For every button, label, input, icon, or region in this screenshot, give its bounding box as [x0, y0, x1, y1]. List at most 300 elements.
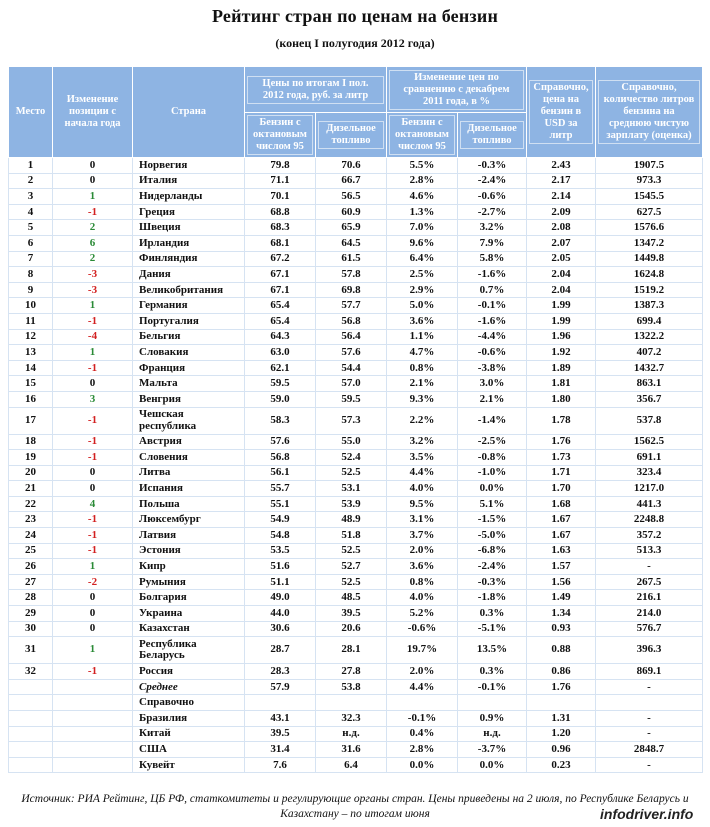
- cell-diesel-change: -5.1%: [458, 621, 527, 637]
- cell-usd-price: 1.70: [527, 481, 596, 497]
- table-row: [9, 376, 703, 392]
- cell-place: [9, 726, 53, 742]
- cell-usd-price: 1.80: [527, 391, 596, 407]
- cell-diesel-change: -6.8%: [458, 543, 527, 559]
- cell-position-change: 0: [53, 376, 133, 392]
- cell-gas95-change: 0.4%: [387, 726, 458, 742]
- cell-diesel-price: 48.5: [316, 590, 387, 606]
- cell-liters: 869.1: [596, 664, 703, 680]
- cell-position-change: -1: [53, 664, 133, 680]
- header-gas95-change-label: Бензин с октановым числом 95: [389, 115, 455, 155]
- cell-country: Среднее: [133, 679, 245, 695]
- cell-diesel-price: 70.6: [316, 158, 387, 174]
- cell-usd-price: 0.96: [527, 742, 596, 758]
- table-row: [9, 726, 703, 742]
- cell-usd-price: 2.09: [527, 204, 596, 220]
- cell-place: 14: [9, 360, 53, 376]
- table-row: [9, 711, 703, 727]
- cell-gas95-change: 5.0%: [387, 298, 458, 314]
- cell-position-change: 0: [53, 621, 133, 637]
- cell-liters: 216.1: [596, 590, 703, 606]
- cell-liters: -: [596, 711, 703, 727]
- cell-place: 19: [9, 450, 53, 466]
- table-row: [9, 235, 703, 251]
- cell-country: Словения: [133, 450, 245, 466]
- header-diesel-change-label: Дизельное топливо: [460, 121, 524, 149]
- cell-liters: 1387.3: [596, 298, 703, 314]
- table-row: [9, 204, 703, 220]
- cell-gas95-change: 2.1%: [387, 376, 458, 392]
- cell-diesel-price: 31.6: [316, 742, 387, 758]
- table-row: [9, 313, 703, 329]
- cell-gas95-change: [387, 695, 458, 711]
- cell-liters: 513.3: [596, 543, 703, 559]
- cell-country: Бельгия: [133, 329, 245, 345]
- cell-diesel-change: -2.7%: [458, 204, 527, 220]
- cell-place: 11: [9, 313, 53, 329]
- cell-diesel-change: 5.8%: [458, 251, 527, 267]
- cell-usd-price: 2.17: [527, 173, 596, 189]
- cell-diesel-change: -0.8%: [458, 450, 527, 466]
- cell-gas95-price: 68.1: [245, 235, 316, 251]
- cell-liters: 1624.8: [596, 267, 703, 283]
- table-row: [9, 574, 703, 590]
- cell-position-change: 1: [53, 637, 133, 664]
- cell-diesel-change: 0.3%: [458, 606, 527, 622]
- cell-diesel-change: н.д.: [458, 726, 527, 742]
- cell-country: Чешская республика: [133, 407, 245, 434]
- cell-gas95-price: 49.0: [245, 590, 316, 606]
- cell-diesel-price: 65.9: [316, 220, 387, 236]
- header-diesel-change: [458, 113, 527, 158]
- cell-liters: [596, 695, 703, 711]
- cell-diesel-price: 69.8: [316, 282, 387, 298]
- cell-gas95-price: 64.3: [245, 329, 316, 345]
- table-row: [9, 189, 703, 205]
- cell-diesel-change: -1.6%: [458, 267, 527, 283]
- cell-gas95-price: 67.2: [245, 251, 316, 267]
- cell-diesel-price: 54.4: [316, 360, 387, 376]
- cell-country: Австрия: [133, 434, 245, 450]
- cell-usd-price: 1.78: [527, 407, 596, 434]
- cell-country: Украина: [133, 606, 245, 622]
- cell-gas95-price: 65.4: [245, 313, 316, 329]
- cell-place: 28: [9, 590, 53, 606]
- header-diesel-label: Дизельное топливо: [318, 121, 384, 149]
- cell-place: 30: [9, 621, 53, 637]
- cell-gas95-price: 44.0: [245, 606, 316, 622]
- cell-liters: -: [596, 726, 703, 742]
- cell-usd-price: 1.34: [527, 606, 596, 622]
- cell-place: 12: [9, 329, 53, 345]
- table-row: [9, 282, 703, 298]
- cell-usd-price: 1.76: [527, 434, 596, 450]
- cell-usd-price: 0.23: [527, 757, 596, 773]
- cell-diesel-change: -3.8%: [458, 360, 527, 376]
- header-change-group: [387, 67, 527, 113]
- cell-diesel-change: 7.9%: [458, 235, 527, 251]
- cell-liters: 1432.7: [596, 360, 703, 376]
- cell-diesel-price: 56.5: [316, 189, 387, 205]
- cell-liters: 356.7: [596, 391, 703, 407]
- cell-liters: 627.5: [596, 204, 703, 220]
- cell-gas95-price: 39.5: [245, 726, 316, 742]
- cell-diesel-price: 57.0: [316, 376, 387, 392]
- cell-gas95-price: 59.5: [245, 376, 316, 392]
- cell-country: Португалия: [133, 313, 245, 329]
- cell-place: 5: [9, 220, 53, 236]
- cell-place: 17: [9, 407, 53, 434]
- cell-gas95-price: 51.1: [245, 574, 316, 590]
- header-prices-group: [245, 67, 387, 113]
- table-row: [9, 637, 703, 664]
- table-row: [9, 543, 703, 559]
- cell-diesel-change: -1.4%: [458, 407, 527, 434]
- cell-liters: -: [596, 559, 703, 575]
- cell-gas95-change: 3.5%: [387, 450, 458, 466]
- cell-diesel-price: 20.6: [316, 621, 387, 637]
- cell-place: 1: [9, 158, 53, 174]
- cell-place: 16: [9, 391, 53, 407]
- cell-gas95-price: [245, 695, 316, 711]
- cell-diesel-price: 48.9: [316, 512, 387, 528]
- cell-gas95-change: 0.8%: [387, 574, 458, 590]
- table-row: [9, 481, 703, 497]
- table-row: [9, 512, 703, 528]
- cell-diesel-price: 52.5: [316, 465, 387, 481]
- cell-gas95-price: 58.3: [245, 407, 316, 434]
- cell-position-change: 3: [53, 391, 133, 407]
- cell-country: Греция: [133, 204, 245, 220]
- cell-liters: 396.3: [596, 637, 703, 664]
- table-row: [9, 434, 703, 450]
- cell-usd-price: 2.04: [527, 282, 596, 298]
- table-row: [9, 450, 703, 466]
- table-row: [9, 407, 703, 434]
- cell-liters: 1217.0: [596, 481, 703, 497]
- cell-gas95-change: 3.7%: [387, 528, 458, 544]
- cell-usd-price: 2.14: [527, 189, 596, 205]
- header-usd-price: [527, 67, 596, 158]
- cell-diesel-change: -1.0%: [458, 465, 527, 481]
- cell-usd-price: 1.81: [527, 376, 596, 392]
- cell-usd-price: 1.76: [527, 679, 596, 695]
- watermark: infodriver.info: [600, 806, 694, 822]
- cell-gas95-price: 7.6: [245, 757, 316, 773]
- header-diesel: [316, 113, 387, 158]
- table-row: [9, 664, 703, 680]
- cell-place: [9, 742, 53, 758]
- cell-gas95-change: 3.6%: [387, 313, 458, 329]
- header-gas95-change: [387, 113, 458, 158]
- cell-usd-price: 0.86: [527, 664, 596, 680]
- cell-diesel-price: 53.1: [316, 481, 387, 497]
- cell-liters: 2248.8: [596, 512, 703, 528]
- cell-position-change: -1: [53, 450, 133, 466]
- cell-diesel-change: -0.3%: [458, 574, 527, 590]
- cell-usd-price: 2.07: [527, 235, 596, 251]
- cell-diesel-change: -0.6%: [458, 189, 527, 205]
- cell-diesel-change: -0.1%: [458, 679, 527, 695]
- cell-diesel-price: 57.7: [316, 298, 387, 314]
- cell-diesel-price: 60.9: [316, 204, 387, 220]
- cell-diesel-change: 13.5%: [458, 637, 527, 664]
- cell-usd-price: 1.89: [527, 360, 596, 376]
- cell-gas95-price: 68.3: [245, 220, 316, 236]
- cell-liters: 267.5: [596, 574, 703, 590]
- cell-place: 27: [9, 574, 53, 590]
- cell-usd-price: 1.20: [527, 726, 596, 742]
- cell-diesel-price: 59.5: [316, 391, 387, 407]
- cell-gas95-change: 9.3%: [387, 391, 458, 407]
- fuel-price-table: [8, 66, 703, 773]
- cell-diesel-change: -4.4%: [458, 329, 527, 345]
- cell-country: Ирландия: [133, 235, 245, 251]
- cell-place: 23: [9, 512, 53, 528]
- table-row: [9, 329, 703, 345]
- cell-country: Эстония: [133, 543, 245, 559]
- cell-diesel-change: -3.7%: [458, 742, 527, 758]
- cell-liters: 1449.8: [596, 251, 703, 267]
- cell-country: Германия: [133, 298, 245, 314]
- cell-liters: 1545.5: [596, 189, 703, 205]
- header-gas95: [245, 113, 316, 158]
- cell-liters: -: [596, 679, 703, 695]
- cell-country: Норвегия: [133, 158, 245, 174]
- cell-gas95-price: 43.1: [245, 711, 316, 727]
- table-row: [9, 267, 703, 283]
- cell-country: Польша: [133, 496, 245, 512]
- cell-diesel-price: 51.8: [316, 528, 387, 544]
- cell-diesel-price: 61.5: [316, 251, 387, 267]
- header-gas95-label: Бензин с октановым числом 95: [247, 115, 313, 155]
- cell-liters: 863.1: [596, 376, 703, 392]
- cell-diesel-change: -1.5%: [458, 512, 527, 528]
- cell-gas95-price: 67.1: [245, 267, 316, 283]
- cell-gas95-change: 5.2%: [387, 606, 458, 622]
- cell-liters: 691.1: [596, 450, 703, 466]
- cell-position-change: [53, 695, 133, 711]
- cell-position-change: 0: [53, 590, 133, 606]
- table-row: [9, 220, 703, 236]
- cell-diesel-price: 57.3: [316, 407, 387, 434]
- table-row: [9, 621, 703, 637]
- cell-gas95-change: 2.0%: [387, 543, 458, 559]
- cell-gas95-price: 55.7: [245, 481, 316, 497]
- cell-diesel-price: 52.5: [316, 543, 387, 559]
- cell-usd-price: 1.71: [527, 465, 596, 481]
- cell-place: 26: [9, 559, 53, 575]
- cell-gas95-change: -0.1%: [387, 711, 458, 727]
- page-subtitle: (конец I полугодия 2012 года): [275, 36, 435, 50]
- cell-gas95-price: 30.6: [245, 621, 316, 637]
- cell-country: Болгария: [133, 590, 245, 606]
- cell-diesel-change: 5.1%: [458, 496, 527, 512]
- cell-place: 31: [9, 637, 53, 664]
- cell-diesel-price: [316, 695, 387, 711]
- cell-liters: 1519.2: [596, 282, 703, 298]
- cell-gas95-change: 9.6%: [387, 235, 458, 251]
- cell-position-change: -1: [53, 313, 133, 329]
- cell-place: 4: [9, 204, 53, 220]
- cell-gas95-change: 1.1%: [387, 329, 458, 345]
- cell-position-change: -1: [53, 434, 133, 450]
- table-row: [9, 757, 703, 773]
- cell-diesel-price: 27.8: [316, 664, 387, 680]
- cell-country: Дания: [133, 267, 245, 283]
- cell-country: Литва: [133, 465, 245, 481]
- cell-country: Нидерланды: [133, 189, 245, 205]
- cell-gas95-change: 1.3%: [387, 204, 458, 220]
- cell-gas95-price: 57.6: [245, 434, 316, 450]
- cell-diesel-change: -0.3%: [458, 158, 527, 174]
- cell-diesel-change: -1.6%: [458, 313, 527, 329]
- table-row: [9, 606, 703, 622]
- cell-gas95-price: 51.6: [245, 559, 316, 575]
- cell-usd-price: 1.96: [527, 329, 596, 345]
- cell-place: 25: [9, 543, 53, 559]
- cell-diesel-change: 3.2%: [458, 220, 527, 236]
- cell-liters: 441.3: [596, 496, 703, 512]
- cell-place: 10: [9, 298, 53, 314]
- cell-usd-price: 1.73: [527, 450, 596, 466]
- cell-diesel-change: 0.0%: [458, 481, 527, 497]
- table-row: [9, 298, 703, 314]
- cell-place: 7: [9, 251, 53, 267]
- cell-country: США: [133, 742, 245, 758]
- cell-position-change: -1: [53, 204, 133, 220]
- cell-position-change: -1: [53, 543, 133, 559]
- cell-gas95-change: 2.8%: [387, 742, 458, 758]
- table-row: [9, 590, 703, 606]
- cell-gas95-price: 56.1: [245, 465, 316, 481]
- table-body: [9, 158, 703, 773]
- cell-usd-price: 1.99: [527, 298, 596, 314]
- cell-liters: 2848.7: [596, 742, 703, 758]
- header-prices-group-label: Цены по итогам I пол. 2012 года, руб. за литр: [247, 76, 384, 104]
- cell-gas95-change: 4.0%: [387, 481, 458, 497]
- cell-gas95-change: 4.6%: [387, 189, 458, 205]
- cell-country: Венгрия: [133, 391, 245, 407]
- cell-usd-price: 2.08: [527, 220, 596, 236]
- cell-diesel-change: 0.0%: [458, 757, 527, 773]
- table-row: [9, 360, 703, 376]
- cell-usd-price: 2.05: [527, 251, 596, 267]
- cell-position-change: 0: [53, 158, 133, 174]
- cell-place: 6: [9, 235, 53, 251]
- cell-country: Казахстан: [133, 621, 245, 637]
- cell-country: Бразилия: [133, 711, 245, 727]
- cell-diesel-price: 57.6: [316, 345, 387, 361]
- cell-usd-price: 1.57: [527, 559, 596, 575]
- cell-position-change: 1: [53, 345, 133, 361]
- cell-gas95-price: 59.0: [245, 391, 316, 407]
- cell-gas95-change: 0.8%: [387, 360, 458, 376]
- cell-gas95-price: 31.4: [245, 742, 316, 758]
- cell-liters: -: [596, 757, 703, 773]
- cell-diesel-price: 53.8: [316, 679, 387, 695]
- cell-gas95-price: 62.1: [245, 360, 316, 376]
- cell-place: 20: [9, 465, 53, 481]
- cell-position-change: [53, 742, 133, 758]
- cell-diesel-change: -2.4%: [458, 173, 527, 189]
- cell-diesel-price: 39.5: [316, 606, 387, 622]
- cell-place: 3: [9, 189, 53, 205]
- cell-usd-price: 1.99: [527, 313, 596, 329]
- cell-gas95-change: 2.0%: [387, 664, 458, 680]
- cell-diesel-change: 0.9%: [458, 711, 527, 727]
- cell-usd-price: 1.49: [527, 590, 596, 606]
- cell-diesel-price: н.д.: [316, 726, 387, 742]
- cell-place: 22: [9, 496, 53, 512]
- cell-position-change: -3: [53, 267, 133, 283]
- cell-liters: 323.4: [596, 465, 703, 481]
- cell-gas95-price: 71.1: [245, 173, 316, 189]
- cell-gas95-price: 56.8: [245, 450, 316, 466]
- table-row: [9, 679, 703, 695]
- table-row: [9, 559, 703, 575]
- cell-place: [9, 695, 53, 711]
- cell-diesel-change: -2.5%: [458, 434, 527, 450]
- cell-country: Франция: [133, 360, 245, 376]
- cell-gas95-change: 7.0%: [387, 220, 458, 236]
- cell-position-change: 1: [53, 559, 133, 575]
- cell-diesel-change: 0.7%: [458, 282, 527, 298]
- header-usd-price-label: Справочно, цена на бензин в USD за литр: [529, 80, 593, 144]
- cell-gas95-change: 2.9%: [387, 282, 458, 298]
- cell-gas95-price: 53.5: [245, 543, 316, 559]
- cell-usd-price: 1.68: [527, 496, 596, 512]
- cell-usd-price: 1.31: [527, 711, 596, 727]
- cell-position-change: 4: [53, 496, 133, 512]
- cell-gas95-price: 65.4: [245, 298, 316, 314]
- cell-diesel-price: 28.1: [316, 637, 387, 664]
- cell-position-change: 0: [53, 173, 133, 189]
- cell-gas95-price: 63.0: [245, 345, 316, 361]
- table-row: [9, 528, 703, 544]
- cell-country: Мальта: [133, 376, 245, 392]
- cell-diesel-price: 6.4: [316, 757, 387, 773]
- cell-usd-price: 1.63: [527, 543, 596, 559]
- cell-diesel-change: -0.1%: [458, 298, 527, 314]
- cell-gas95-price: 79.8: [245, 158, 316, 174]
- cell-liters: 1562.5: [596, 434, 703, 450]
- header-liters-per-salary-label: Справочно, количество литров бензина на среднюю чистую зарплату (оценка): [598, 80, 700, 144]
- cell-gas95-change: 19.7%: [387, 637, 458, 664]
- cell-diesel-price: 32.3: [316, 711, 387, 727]
- cell-usd-price: 2.43: [527, 158, 596, 174]
- cell-diesel-price: 52.4: [316, 450, 387, 466]
- cell-diesel-change: -0.6%: [458, 345, 527, 361]
- cell-country: Китай: [133, 726, 245, 742]
- cell-position-change: 1: [53, 298, 133, 314]
- cell-position-change: 0: [53, 606, 133, 622]
- cell-position-change: [53, 711, 133, 727]
- cell-place: 21: [9, 481, 53, 497]
- cell-position-change: -1: [53, 407, 133, 434]
- cell-place: 8: [9, 267, 53, 283]
- cell-gas95-change: 4.0%: [387, 590, 458, 606]
- cell-country: Испания: [133, 481, 245, 497]
- cell-gas95-change: 2.5%: [387, 267, 458, 283]
- cell-diesel-change: 2.1%: [458, 391, 527, 407]
- cell-diesel-price: 52.5: [316, 574, 387, 590]
- cell-diesel-price: 52.7: [316, 559, 387, 575]
- cell-gas95-change: 4.4%: [387, 465, 458, 481]
- cell-place: 24: [9, 528, 53, 544]
- cell-gas95-change: 3.2%: [387, 434, 458, 450]
- cell-country: Кувейт: [133, 757, 245, 773]
